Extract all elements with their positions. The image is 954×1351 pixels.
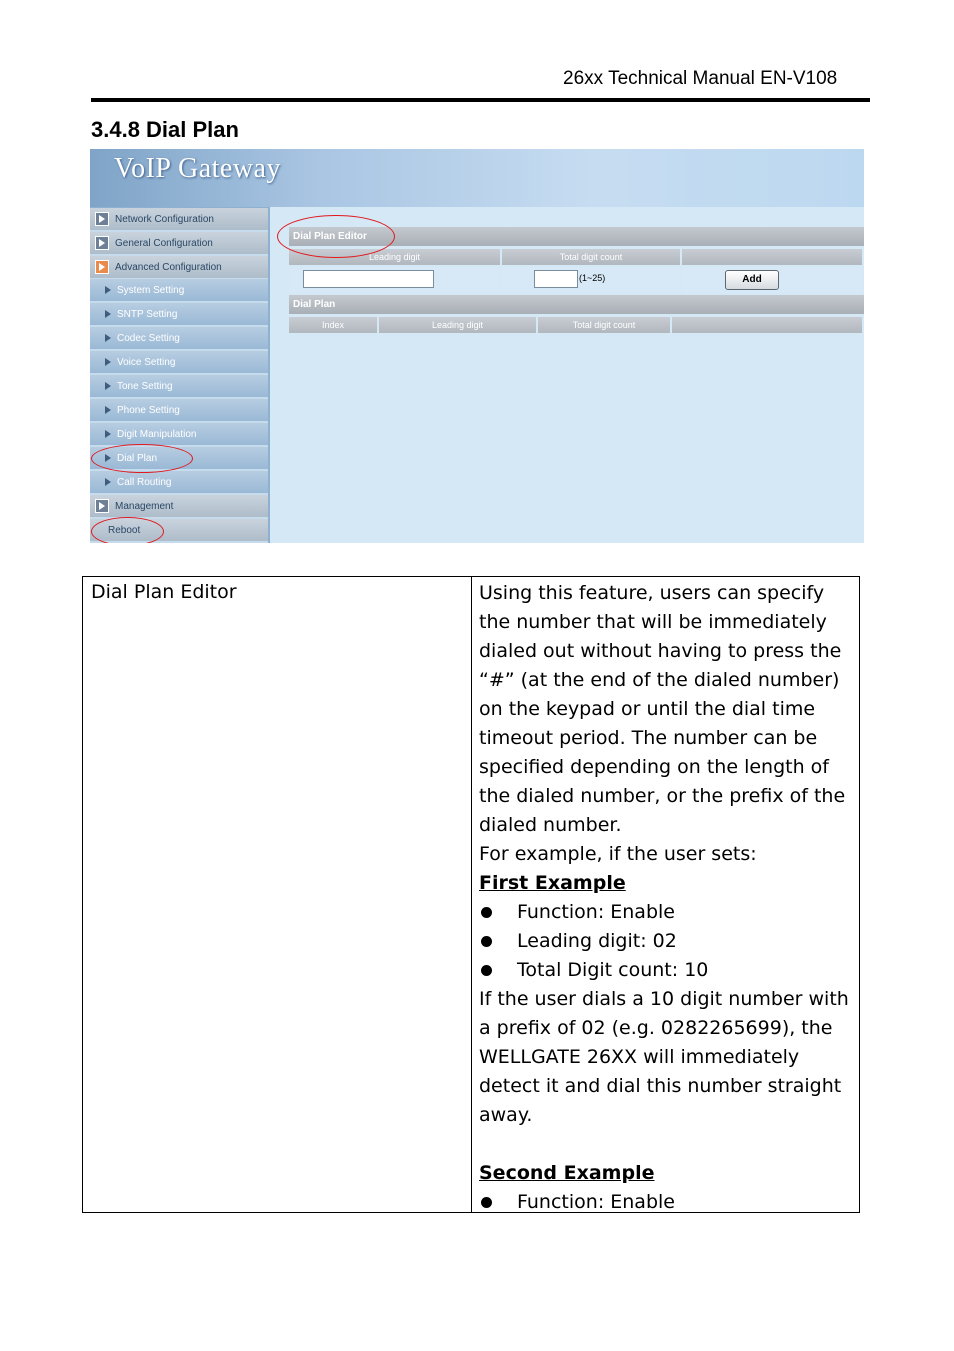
expand-icon — [95, 236, 109, 250]
sidebar-item-sntp-setting[interactable] — [90, 303, 268, 327]
banner — [90, 149, 864, 207]
sidebar-item-label: Digit Manipulation — [117, 428, 197, 440]
sidebar-item-label: System Setting — [117, 284, 185, 296]
sidebar-item-label: Advanced Configuration — [115, 261, 222, 273]
list-item: Function: Enable — [479, 1188, 855, 1217]
sidebar-item-label: Call Routing — [117, 476, 172, 488]
sidebar-item-codec-setting[interactable] — [90, 327, 268, 351]
sidebar-item-label: SNTP Setting — [117, 308, 178, 320]
sidebar-item-system-setting[interactable] — [90, 279, 268, 303]
section-title: 3.4.8 Dial Plan — [91, 117, 239, 142]
sidebar — [90, 207, 270, 543]
range-hint: (1~25) — [579, 273, 606, 283]
sidebar-item-label: Management — [115, 500, 174, 512]
example-intro: For example, if the user sets: — [479, 843, 757, 865]
col-index: Index — [289, 317, 377, 333]
plan-title-bar: Dial Plan — [289, 295, 864, 314]
first-example-heading: First Example — [479, 872, 626, 894]
highlight-circle-editor — [277, 215, 395, 258]
arrow-right-icon — [105, 430, 111, 438]
sidebar-item-label: General Configuration — [115, 237, 213, 249]
sidebar-item-label: Network Configuration — [115, 213, 214, 225]
arrow-right-icon — [105, 382, 111, 390]
list-item: Function: Enable — [479, 898, 855, 927]
col-total-digit-count: Total digit count — [538, 317, 670, 333]
example-explanation: If the user dials a 10 digit number with a prefix of 02 (e.g. 0282265699), the WELLGATE 26XX will immediately detect it and dial this number straight away. — [479, 988, 849, 1126]
total-cell — [502, 267, 680, 293]
add-button[interactable]: Add — [725, 270, 779, 290]
col-blank — [672, 317, 862, 333]
blank-line — [479, 1130, 855, 1159]
table-term: Dial Plan Editor — [91, 581, 237, 603]
sidebar-item-label: Reboot — [108, 524, 141, 536]
arrow-right-icon — [105, 406, 111, 414]
banner-title: VoIP Gateway — [114, 153, 281, 184]
expand-icon — [95, 260, 109, 274]
col-blank — [682, 249, 862, 265]
arrow-right-icon — [105, 358, 111, 366]
col-leading-digit: Leading digit — [289, 249, 500, 265]
manual-title: 26xx Technical Manual EN-V108 — [563, 68, 838, 89]
expand-icon — [95, 212, 109, 226]
second-example-heading: Second Example — [479, 1162, 655, 1184]
sidebar-item-label: Dial Plan — [117, 452, 158, 464]
col-leading-digit: Leading digit — [379, 317, 536, 333]
expand-icon — [95, 499, 109, 513]
sidebar-item-label: Tone Setting — [117, 380, 173, 392]
arrow-right-icon — [105, 286, 111, 294]
arrow-right-icon — [105, 478, 111, 486]
description-paragraph: Using this feature, users can specify the number that will be immediately dialed out without having to press the “#” (at the end of the dialed number) on the keypad or until the dial time timeout period. The number can be specified depending on the length of the dialed number, or the prefix of the dialed number. — [479, 582, 846, 836]
table-description — [479, 579, 855, 1217]
main-panel — [271, 207, 864, 543]
total-digit-count-input[interactable] — [534, 270, 578, 288]
editor-title-bar: Dial Plan Editor — [289, 227, 864, 246]
gateway-screenshot — [90, 149, 864, 543]
leading-cell — [289, 267, 500, 293]
sidebar-item-network-configuration[interactable] — [90, 208, 268, 232]
highlight-circle-reboot — [91, 517, 164, 543]
sidebar-item-digit-manipulation[interactable] — [90, 423, 268, 447]
sidebar-item-management[interactable] — [90, 495, 268, 519]
list-item: Leading digit: 02 — [479, 927, 855, 956]
sidebar-item-label: Codec Setting — [117, 332, 180, 344]
editor-input-row — [289, 267, 864, 293]
header-rule — [91, 98, 870, 102]
col-total-digit-count: Total digit count — [502, 249, 680, 265]
description-table — [82, 576, 860, 1213]
arrow-right-icon — [105, 310, 111, 318]
list-item: Total Digit count: 10 — [479, 956, 855, 985]
column-divider — [471, 577, 472, 1212]
sidebar-item-call-routing[interactable] — [90, 471, 268, 495]
sidebar-item-label: Phone Setting — [117, 404, 180, 416]
highlight-circle-dial-plan — [91, 444, 193, 473]
sidebar-item-general-configuration[interactable] — [90, 232, 268, 256]
sidebar-item-advanced-configuration[interactable] — [90, 256, 268, 280]
arrow-right-icon — [105, 334, 111, 342]
action-cell — [682, 267, 862, 293]
sidebar-item-tone-setting[interactable] — [90, 375, 268, 399]
sidebar-item-label: Voice Setting — [117, 356, 176, 368]
sidebar-item-phone-setting[interactable] — [90, 399, 268, 423]
plan-header-row — [289, 317, 864, 333]
leading-digit-input[interactable] — [303, 270, 434, 288]
sidebar-item-voice-setting[interactable] — [90, 351, 268, 375]
